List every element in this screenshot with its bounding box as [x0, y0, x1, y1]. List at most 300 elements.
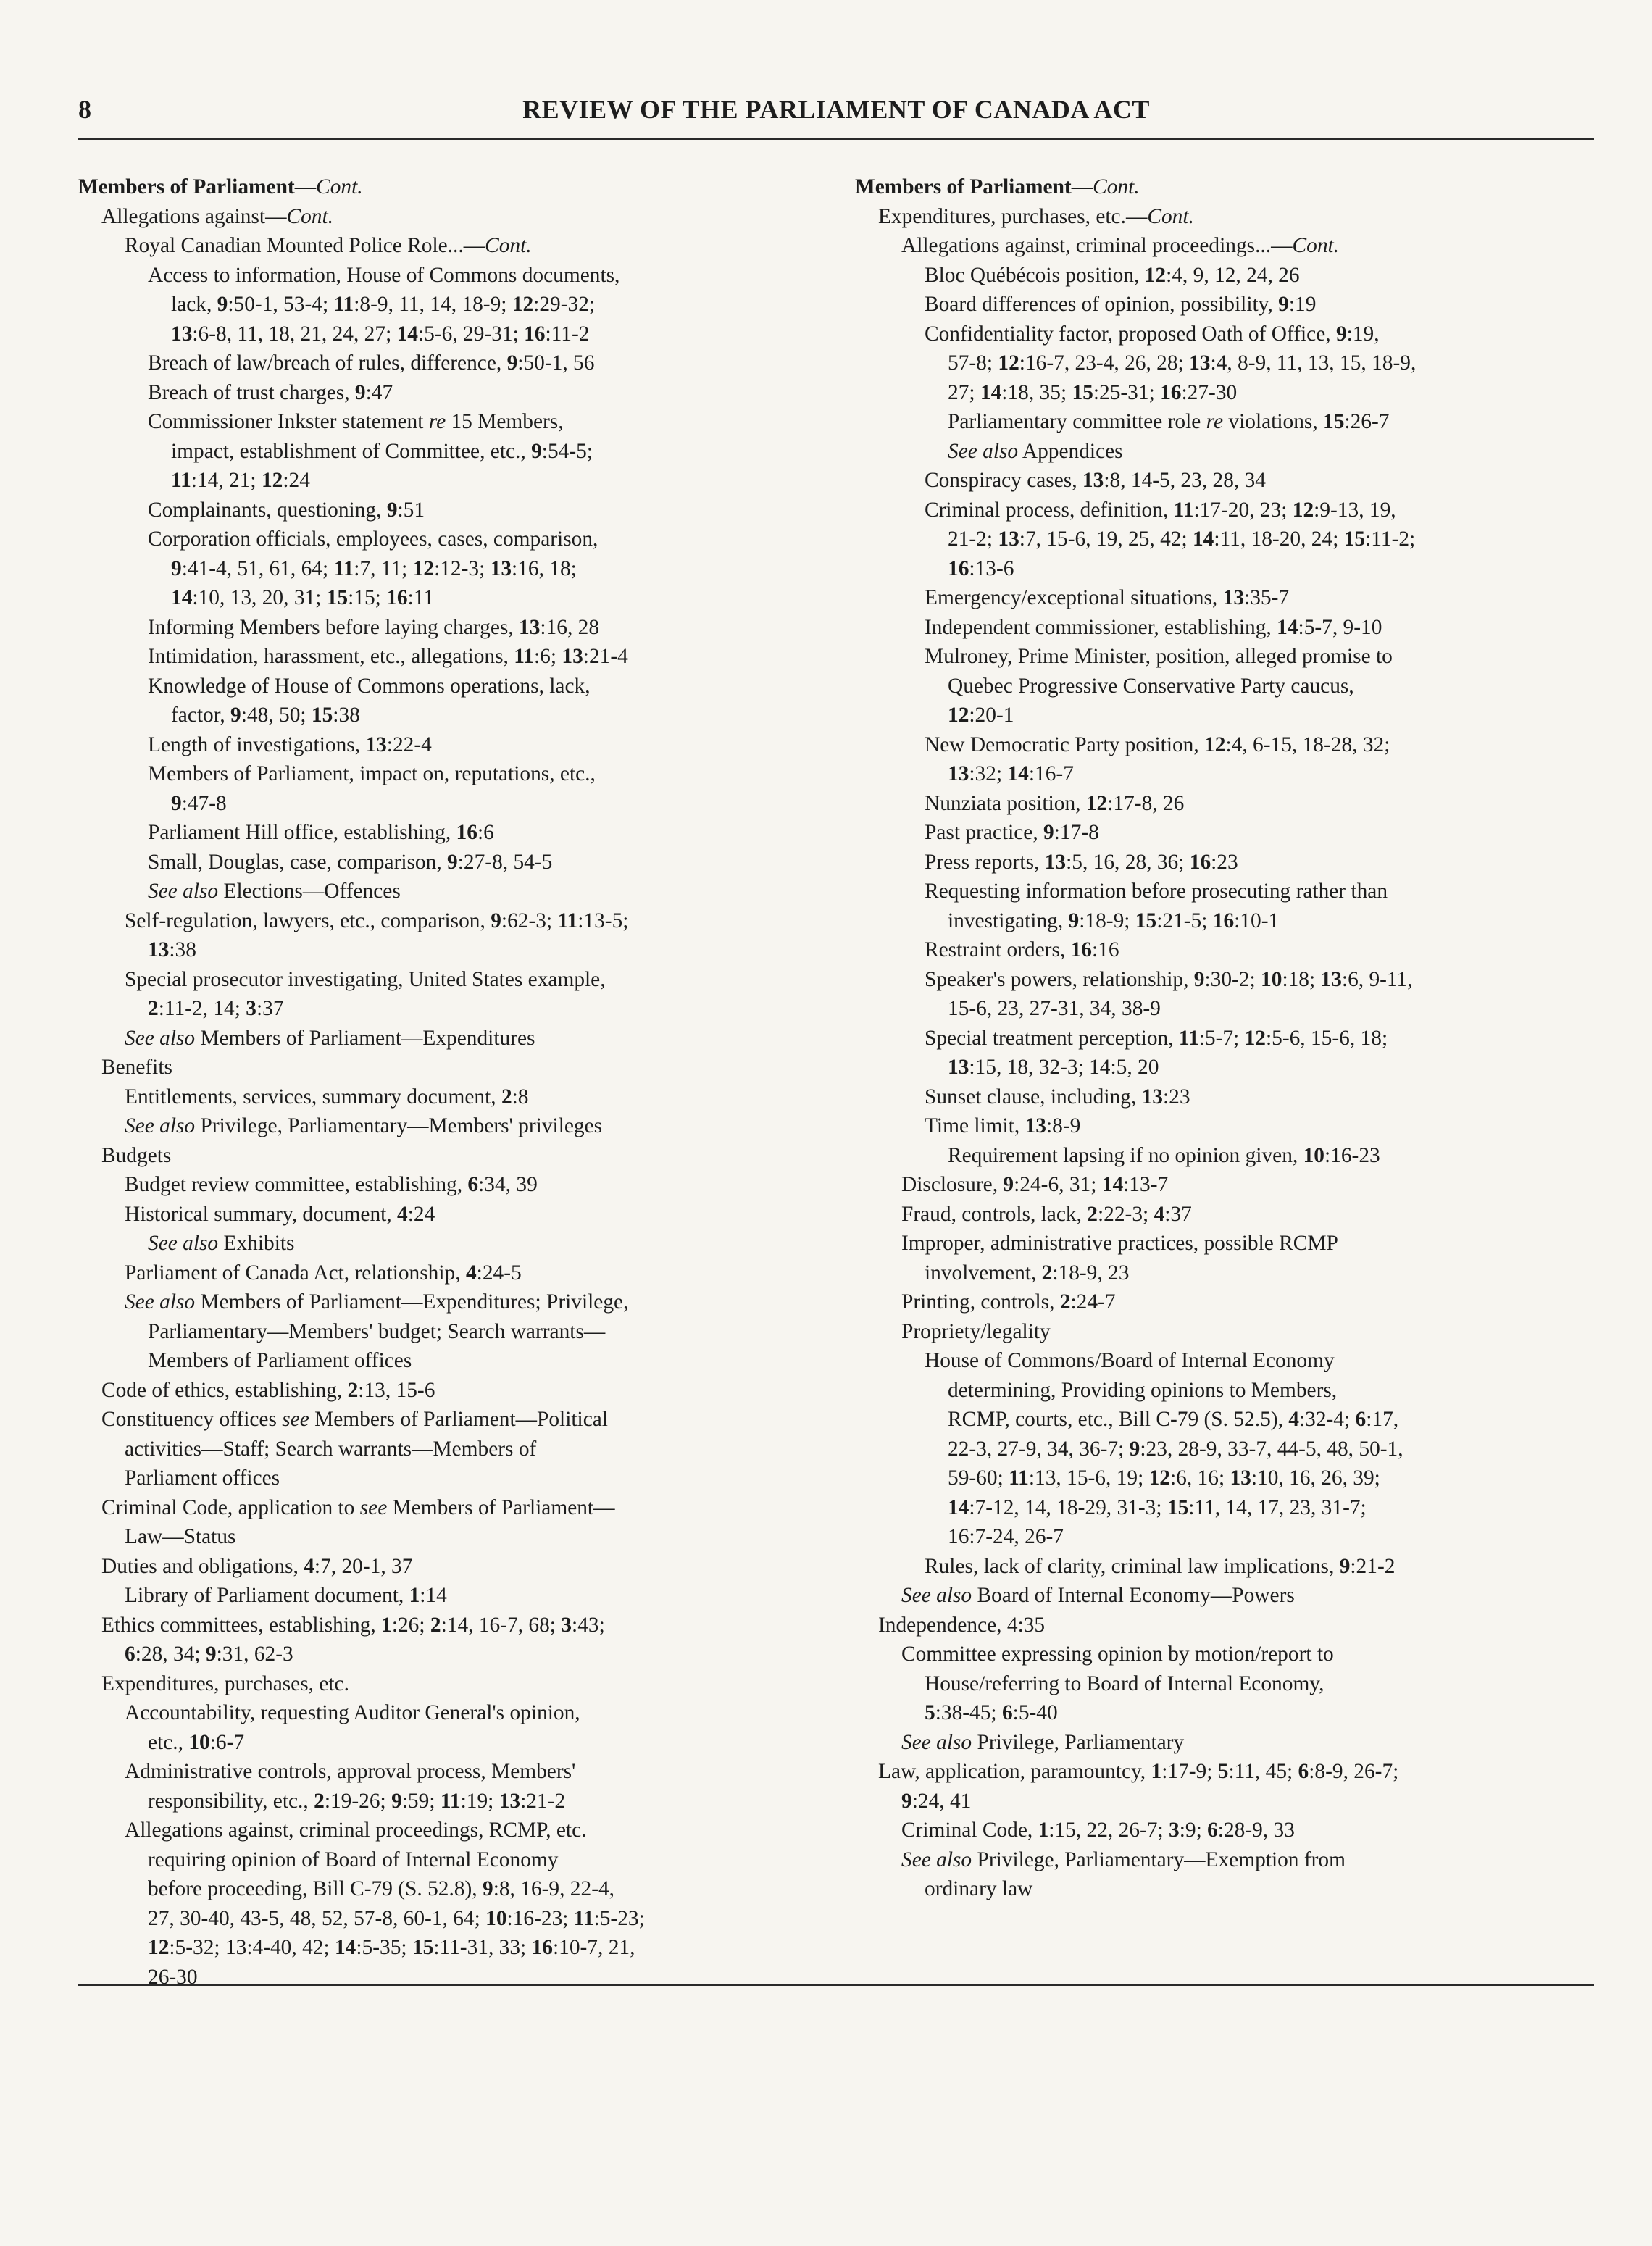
entry-text: Expenditures, purchases, etc.—	[878, 204, 1148, 228]
entry-text: :25-31;	[1093, 380, 1161, 404]
index-line	[855, 1522, 1594, 1552]
entry-text: Allegations against—	[101, 204, 287, 228]
entry-text: Requirement lapsing if no opinion given,	[948, 1143, 1303, 1167]
issue-number: 14	[948, 1495, 969, 1519]
index-line	[78, 1669, 803, 1699]
entry-text: :6	[477, 821, 494, 844]
entry-text: :11, 14, 17, 23, 31-7;	[1188, 1495, 1367, 1519]
entry-text: :8-9	[1046, 1114, 1081, 1137]
entry-text: before proceeding, Bill C-79 (S. 52.8),	[148, 1877, 483, 1900]
entry-text: :47	[365, 380, 393, 404]
issue-number: 4	[397, 1202, 408, 1226]
issue-number: 15	[311, 704, 333, 727]
index-line	[78, 1053, 803, 1082]
entry-text: 15 Members,	[446, 410, 564, 433]
entry-text: :14, 16-7, 68;	[441, 1613, 562, 1637]
index-line	[855, 348, 1594, 378]
issue-number: 11	[557, 909, 578, 932]
entry-text: :37	[1164, 1202, 1192, 1226]
entry-text: :18-9;	[1079, 909, 1135, 932]
entry-text: Self-regulation, lawyers, etc., comparison,	[125, 909, 491, 932]
issue-number: 16	[1160, 380, 1182, 404]
issue-number: 13	[1025, 1114, 1046, 1137]
index-line	[855, 583, 1594, 613]
index-line	[78, 378, 803, 408]
entry-text: Special prosecutor investigating, United States example,	[125, 967, 606, 991]
issue-number: 13	[490, 556, 512, 580]
index-line	[855, 818, 1594, 848]
issue-number: 14	[1101, 1173, 1124, 1196]
entry-text: :8, 16-9, 22-4,	[493, 1877, 615, 1900]
index-line	[78, 1493, 803, 1523]
issue-number: 5	[1217, 1760, 1229, 1783]
issue-number: 4	[304, 1554, 314, 1578]
issue-number: 13	[519, 615, 541, 639]
index-line	[855, 1346, 1594, 1376]
issue-number: 15	[1343, 527, 1366, 551]
entry-text: :34, 39	[478, 1173, 538, 1196]
entry-text: :28, 34;	[135, 1642, 206, 1666]
entry-text: Privilege, Parliamentary	[972, 1730, 1185, 1754]
entry-text: :15, 22, 26-7;	[1048, 1819, 1169, 1842]
index-line	[78, 701, 803, 730]
entry-text: —	[294, 175, 317, 199]
entry-text: :50-1, 53-4;	[228, 293, 334, 316]
entry-text: :10, 16, 26, 39;	[1251, 1466, 1380, 1490]
entry-text: Members of Parliament—Expenditures; Privilege,	[195, 1290, 629, 1314]
issue-number: 1	[409, 1584, 420, 1607]
index-line	[78, 1082, 803, 1112]
index-line	[855, 701, 1594, 730]
index-line	[78, 1728, 803, 1758]
index-line	[78, 1874, 803, 1904]
index-line	[855, 320, 1594, 349]
entry-text: Conspiracy cases,	[925, 469, 1082, 492]
entry-text: :28-9, 33	[1217, 1819, 1295, 1842]
footer-rule	[78, 1984, 1594, 1986]
index-line	[78, 613, 803, 643]
entry-text: :30-2;	[1204, 967, 1261, 991]
entry-text: :62-3;	[501, 909, 558, 932]
issue-number: 9	[531, 439, 542, 463]
issue-number: 9	[217, 293, 228, 316]
issue-number: 9	[491, 909, 501, 932]
entry-text: :43;	[572, 1613, 605, 1637]
issue-number: 9	[1335, 322, 1347, 346]
index-line	[855, 1053, 1594, 1082]
entry-text: Privilege, Parliamentary—Exemption from	[972, 1848, 1346, 1871]
italic-text: See also	[125, 1026, 196, 1050]
index-line	[855, 1141, 1594, 1171]
entry-text: :19,	[1346, 322, 1380, 346]
index-line	[855, 1317, 1594, 1347]
italic-text: Cont.	[286, 204, 334, 228]
index-line	[855, 1581, 1594, 1611]
entry-text: Fraud, controls, lack,	[901, 1202, 1088, 1226]
entry-text: :5-6, 29-31;	[417, 322, 525, 346]
entry-text: Budget review committee, establishing,	[125, 1173, 468, 1196]
issue-number: 9	[1278, 293, 1289, 316]
issue-number: 13	[1230, 1466, 1251, 1490]
entry-text: :26;	[391, 1613, 430, 1637]
issue-number: 4	[465, 1261, 477, 1285]
entry-text: :8-9, 11, 14, 18-9;	[354, 293, 512, 316]
index-line	[855, 437, 1594, 467]
entry-text: :24	[283, 469, 310, 492]
entry-text: :4, 9, 12, 24, 26	[1166, 263, 1300, 287]
entry-text: :17,	[1366, 1408, 1399, 1431]
entry-text: Royal Canadian Mounted Police Role...—	[125, 234, 485, 257]
index-line	[78, 1024, 803, 1053]
entry-text: 22-3, 27-9, 34, 36-7;	[948, 1437, 1130, 1461]
issue-number: 10	[485, 1906, 507, 1930]
issue-number: 9	[230, 704, 241, 727]
issue-number: 6	[1355, 1408, 1367, 1431]
index-line	[855, 1405, 1594, 1435]
entry-text: determining, Providing opinions to Members,	[948, 1378, 1338, 1402]
index-line	[78, 1757, 803, 1787]
entry-text: activities—Staff; Search warrants—Members of	[125, 1437, 537, 1461]
issue-number: 13	[148, 938, 170, 961]
issue-number: 6	[1298, 1760, 1309, 1783]
page-number: 8	[78, 95, 91, 124]
issue-number: 15	[1167, 1495, 1189, 1519]
entry-text: :24	[407, 1202, 435, 1226]
index-line	[855, 1200, 1594, 1230]
entry-text: 26-30	[148, 1965, 198, 1989]
entry-text: :38	[169, 938, 196, 961]
issue-number: 14	[171, 586, 193, 609]
entry-text: involvement,	[925, 1261, 1042, 1285]
index-line	[78, 1611, 803, 1640]
index-line	[855, 1229, 1594, 1258]
entry-text: :32;	[969, 762, 1008, 785]
index-line	[78, 1435, 803, 1464]
index-line	[78, 320, 803, 349]
issue-number: 3	[561, 1613, 572, 1637]
issue-number: 11	[171, 469, 191, 492]
entry-text: :22-4	[386, 732, 432, 756]
issue-number: 11	[1009, 1466, 1029, 1490]
index-column-right	[855, 172, 1594, 1904]
entry-text: :18-9, 23	[1052, 1261, 1130, 1285]
running-title: REVIEW OF THE PARLIAMENT OF CANADA ACT	[522, 95, 1150, 124]
italic-text: Cont.	[1147, 204, 1194, 228]
issue-number: 15	[412, 1936, 434, 1959]
index-line	[78, 1640, 803, 1669]
index-line	[78, 1845, 803, 1875]
index-line	[855, 965, 1594, 995]
issue-number: 15	[1323, 410, 1345, 433]
entry-text: :24-6, 31;	[1014, 1173, 1102, 1196]
index-line	[78, 935, 803, 965]
entry-text: Criminal Code,	[901, 1819, 1038, 1842]
entry-text: :16-7, 23-4, 26, 28;	[1019, 351, 1190, 375]
entry-text: Budgets	[101, 1143, 172, 1167]
entry-text: :4, 8-9, 11, 13, 15, 18-9,	[1210, 351, 1417, 375]
issue-number: 13	[1320, 967, 1342, 991]
entry-text: 27, 30-40, 43-5, 48, 52, 57-8, 60-1, 64;	[148, 1906, 486, 1930]
index-line	[78, 1170, 803, 1200]
issue-number: 9	[386, 498, 398, 522]
index-line	[78, 1581, 803, 1611]
issue-number: 11	[514, 645, 535, 668]
entry-text: :16, 18;	[512, 556, 577, 580]
index-line	[855, 935, 1594, 965]
issue-number: 12	[148, 1936, 170, 1959]
index-heading	[855, 172, 1594, 202]
issue-number: 13	[498, 1789, 521, 1813]
issue-number: 12	[512, 293, 534, 316]
entry-text: Small, Douglas, case, comparison,	[148, 850, 448, 874]
issue-number: 9	[171, 556, 182, 580]
index-line	[78, 348, 803, 378]
entry-text: 15-6, 23, 27-31, 34, 38-9	[948, 997, 1161, 1020]
entry-text: Members of Parliament—	[387, 1495, 615, 1519]
entry-text: :19	[1288, 293, 1317, 316]
index-line	[855, 1287, 1594, 1317]
index-line	[78, 466, 803, 496]
entry-text: Appendices	[1018, 439, 1123, 463]
entry-text: Criminal Code, application to	[101, 1495, 360, 1519]
index-line	[78, 231, 803, 261]
entry-text: :23	[1162, 1085, 1190, 1109]
issue-number: 11	[1173, 498, 1194, 522]
entry-text: Duties and obligations,	[101, 1554, 304, 1578]
index-line	[78, 906, 803, 936]
issue-number: 9	[1043, 821, 1054, 844]
entry-text: Sunset clause, including,	[925, 1085, 1142, 1109]
entry-text: Parliamentary—Members' budget; Search warrants—	[148, 1319, 606, 1343]
entry-text: :6-7	[209, 1730, 245, 1754]
entry-text: :37	[256, 997, 284, 1020]
issue-number: 15	[1072, 380, 1093, 404]
entry-text: :13-7	[1123, 1173, 1169, 1196]
entry-text: Ethics committees, establishing,	[101, 1613, 382, 1637]
entry-text: :10, 13, 20, 31;	[192, 586, 327, 609]
entry-text: Library of Parliament document,	[125, 1584, 409, 1607]
entry-text: :5-7;	[1198, 1026, 1245, 1050]
entry-text: Parliament of Canada Act, relationship,	[125, 1261, 466, 1285]
issue-number: 13	[562, 645, 583, 668]
index-line	[855, 525, 1594, 554]
entry-text: Constituency offices	[101, 1408, 283, 1431]
index-line	[78, 1111, 803, 1141]
entry-text: :51	[397, 498, 425, 522]
issue-number: 1	[381, 1613, 392, 1637]
entry-text: Board differences of opinion, possibility,	[925, 293, 1279, 316]
entry-text: ordinary law	[925, 1877, 1033, 1900]
issue-number: Members of Parliament	[855, 175, 1072, 199]
entry-text: :16	[1092, 938, 1119, 961]
entry-text: :41-4, 51, 61, 64;	[181, 556, 334, 580]
entry-text: 59-60;	[948, 1466, 1009, 1490]
issue-number: 9	[205, 1642, 217, 1666]
index-line	[855, 759, 1594, 789]
issue-number: 15	[1135, 909, 1157, 932]
italic-text: See also	[125, 1290, 196, 1314]
issue-number: 16	[1070, 938, 1092, 961]
entry-text: :27-8, 54-5	[457, 850, 553, 874]
index-line	[855, 672, 1594, 701]
index-line	[855, 1787, 1594, 1816]
entry-text: requiring opinion of Board of Internal Economy	[148, 1848, 559, 1871]
entry-text: :47-8	[181, 791, 227, 815]
issue-number: 12	[1204, 732, 1226, 756]
issue-number: 11	[573, 1906, 594, 1930]
entry-text: Past practice,	[925, 821, 1044, 844]
entry-text: Exhibits	[218, 1232, 295, 1255]
entry-text: Parliament offices	[125, 1466, 280, 1490]
entry-text: :10-1	[1234, 909, 1280, 932]
entry-text: Benefits	[101, 1056, 172, 1079]
entry-text: :14, 21;	[191, 469, 262, 492]
issue-number: 9	[1193, 967, 1205, 991]
entry-text: Criminal process, definition,	[925, 498, 1174, 522]
entry-text: Privilege, Parliamentary—Members' privileges	[195, 1114, 603, 1137]
index-line	[855, 261, 1594, 291]
entry-text: :6;	[534, 645, 562, 668]
issue-number: 16	[386, 586, 408, 609]
italic-text: See also	[148, 1232, 219, 1255]
entry-text: :15, 18, 32-3; 14:5, 20	[969, 1056, 1159, 1079]
entry-text: Disclosure,	[901, 1173, 1004, 1196]
issue-number: 13	[998, 527, 1019, 551]
entry-text: :5-7, 9-10	[1298, 615, 1382, 639]
index-line	[78, 672, 803, 701]
entry-text: responsibility, etc.,	[148, 1789, 314, 1813]
index-line	[78, 583, 803, 613]
index-line	[855, 1552, 1594, 1582]
issue-number: 13	[948, 1056, 969, 1079]
entry-text: Improper, administrative practices, possible RCMP	[901, 1232, 1338, 1255]
entry-text: :15;	[348, 586, 387, 609]
entry-text: Bloc Québécois position,	[925, 263, 1145, 287]
entry-text: Breach of trust charges,	[148, 380, 355, 404]
issue-number: 10	[188, 1730, 210, 1754]
italic-text: see	[359, 1495, 388, 1519]
entry-text: 57-8;	[948, 351, 998, 375]
entry-text: :16-7	[1028, 762, 1074, 785]
entry-text: :31, 62-3	[216, 1642, 293, 1666]
entry-text: Length of investigations,	[148, 732, 366, 756]
entry-text: :5-35;	[356, 1936, 412, 1959]
entry-text: :38-45;	[935, 1701, 1002, 1724]
entry-text: :16-23	[1324, 1143, 1380, 1167]
entry-text: etc.,	[148, 1730, 189, 1754]
issue-number: 13	[948, 762, 969, 785]
issue-number: 13	[171, 322, 193, 346]
entry-text: Accountability, requesting Auditor General's opinion,	[125, 1701, 580, 1724]
entry-text: :50-1, 56	[517, 351, 595, 375]
entry-text: Knowledge of House of Commons operations, lack,	[148, 674, 591, 698]
issue-number: 14	[1277, 615, 1298, 639]
issue-number: 6	[1207, 1819, 1218, 1842]
index-line	[78, 496, 803, 525]
header-rule	[78, 138, 1594, 140]
entry-text: :7, 15-6, 19, 25, 42;	[1019, 527, 1193, 551]
entry-text: Complainants, questioning,	[148, 498, 387, 522]
issue-number: 2	[1087, 1202, 1098, 1226]
entry-text: :11	[407, 586, 435, 609]
entry-text: :19;	[460, 1789, 499, 1813]
issue-number: 11	[440, 1789, 461, 1813]
index-line	[855, 1464, 1594, 1493]
entry-text: :5, 16, 28, 36;	[1066, 850, 1190, 874]
entry-text: :24-7	[1070, 1290, 1116, 1314]
issue-number: 2	[1059, 1290, 1071, 1314]
entry-text: :9;	[1179, 1819, 1208, 1842]
entry-text: :21-2	[520, 1789, 566, 1813]
issue-number: 3	[246, 997, 256, 1020]
entry-text: :17-8, 26	[1107, 791, 1185, 815]
entry-text: Members of Parliament—Expenditures	[195, 1026, 535, 1050]
index-line	[78, 1464, 803, 1493]
index-line	[78, 877, 803, 906]
issue-number: 6	[467, 1173, 479, 1196]
entry-text: :11-31, 33;	[433, 1936, 532, 1959]
entry-text: Restraint orders,	[925, 938, 1071, 961]
entry-text: :27-30	[1181, 380, 1238, 404]
issue-number: 12	[1244, 1026, 1266, 1050]
index-line	[855, 1435, 1594, 1464]
entry-text: :11-2;	[1365, 527, 1416, 551]
index-line	[78, 848, 803, 877]
index-line	[78, 525, 803, 554]
entry-text: :38	[333, 704, 360, 727]
entry-text: :59;	[401, 1789, 441, 1813]
entry-text: :21-4	[583, 645, 628, 668]
index-line	[78, 1317, 803, 1347]
issue-number: 11	[333, 556, 354, 580]
issue-number: 12	[1292, 498, 1314, 522]
entry-text: Quebec Progressive Conservative Party caucus,	[948, 674, 1354, 698]
issue-number: 14	[1192, 527, 1214, 551]
entry-text: :26-7	[1344, 410, 1390, 433]
index-line	[78, 1816, 803, 1845]
issue-number: 9	[506, 351, 518, 375]
index-line	[855, 1669, 1594, 1699]
entry-text: Emergency/exceptional situations,	[925, 586, 1223, 609]
entry-text: :11, 45;	[1228, 1760, 1298, 1783]
issue-number: 2	[1041, 1261, 1053, 1285]
index-line	[855, 378, 1594, 408]
index-line	[855, 1874, 1594, 1904]
issue-number: 2	[347, 1378, 359, 1402]
entry-text: Time limit,	[925, 1114, 1025, 1137]
issue-number: 9	[1068, 909, 1080, 932]
entry-text: :7, 11;	[354, 556, 413, 580]
index-line	[78, 1698, 803, 1728]
index-line	[78, 261, 803, 291]
entry-text: Elections—Offences	[218, 880, 401, 903]
index-line	[855, 906, 1594, 936]
entry-text: Nunziata position,	[925, 791, 1086, 815]
issue-number: 9	[447, 850, 458, 874]
entry-text: impact, establishment of Committee, etc.,	[171, 439, 532, 463]
page-header	[78, 94, 1594, 132]
entry-text: :21-2	[1350, 1554, 1396, 1578]
index-line	[855, 1082, 1594, 1112]
index-line	[78, 1963, 803, 1992]
entry-text: factor,	[171, 704, 231, 727]
issue-number: 11	[333, 293, 354, 316]
index-line	[78, 1376, 803, 1406]
index-line	[78, 407, 803, 437]
entry-text: :35-7	[1244, 586, 1290, 609]
issue-number: 16	[456, 821, 477, 844]
entry-text: Historical summary, document,	[125, 1202, 398, 1226]
